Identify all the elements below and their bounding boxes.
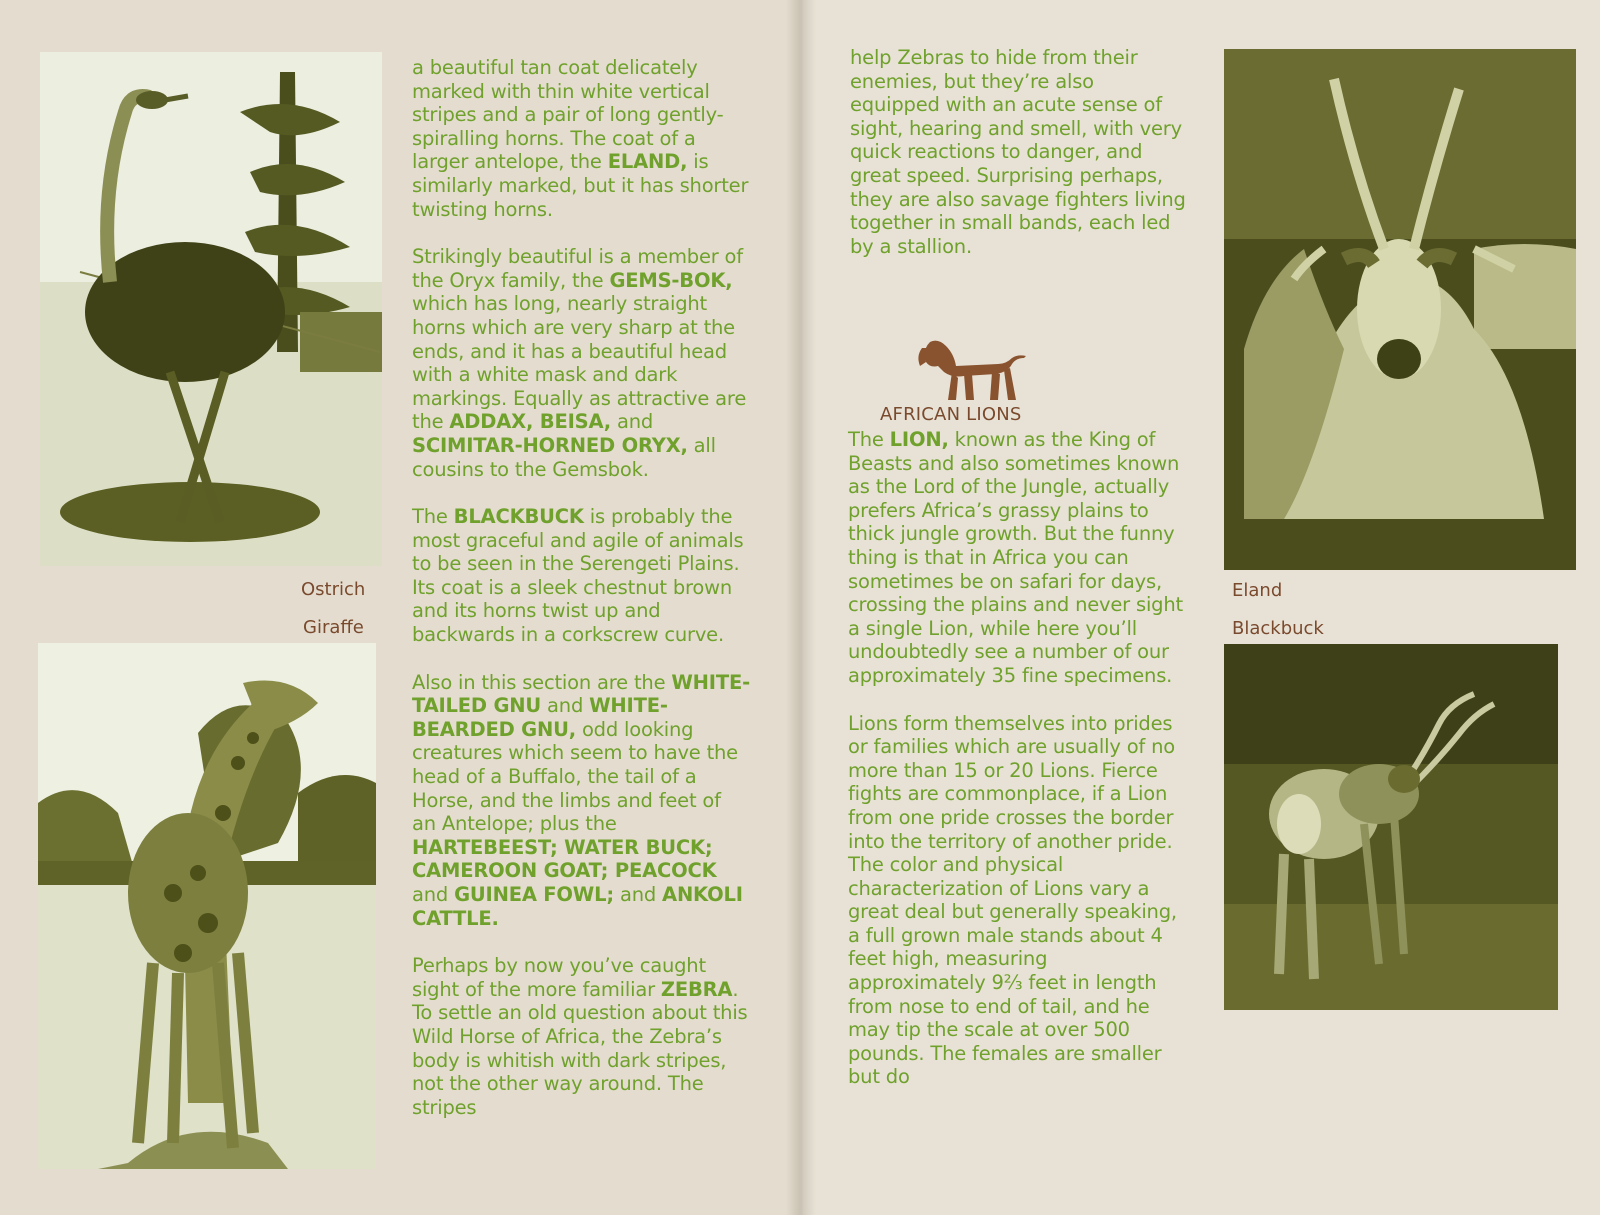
text-run: . To settle an old question about this Wild Horse of Africa, the Zebra’s body is whitish with dark stripes, not the other way around. The stripes [412, 977, 748, 1119]
gnu-paragraph [412, 671, 750, 931]
white-bearded-gnu-name: WHITE-BEARDED GNU, [412, 694, 668, 741]
text-run: and [610, 410, 654, 434]
ostrich-photo [40, 52, 382, 566]
text-run: The [412, 505, 454, 529]
text-run: Perhaps by now you’ve caught sight of the more familiar [412, 954, 706, 1001]
blackbuck-paragraph [412, 505, 750, 647]
lion-prides-paragraph: Lions form themselves into prides or families which are usually of no more than 15 or 20 Lions. Fierce fights are commonplace, if a Lion from one pride crosses the border into the territory of another pride. The color and physical characterization of Lions vary a great deal but generally speaking, a full grown male stands about 4 feet high, measuring approximately 9⅔ feet in length from nose to end of tail, and he may tip the scale at over 500 pounds. The females are smaller but do [848, 711, 1177, 1089]
text-run: odd looking creatures which seem to have the head of a Buffalo, the tail of a Horse, and the limbs and feet of an Antelope; plus the [412, 717, 738, 836]
giraffe-caption: Giraffe [303, 617, 364, 638]
addax-beisa-names: ADDAX, BEISA, [449, 410, 611, 434]
text-run: is probably the most graceful and agile of animals to be seen in the Serengeti Plains. Its coat is a sleek chestnut brown and its horns twist up and backwards in a corkscrew curve. [412, 505, 744, 647]
ankoli-cattle-name: ANKOLI CATTLE. [412, 883, 743, 930]
page-gutter [786, 0, 816, 1215]
ostrich-caption: Ostrich [301, 579, 366, 600]
blackbuck-caption: Blackbuck [1232, 618, 1324, 639]
gemsbok-paragraph [412, 245, 750, 481]
guinea-fowl-name: GUINEA FOWL; [454, 883, 614, 906]
zebra-continued-paragraph: help Zebras to hide from their enemies, but they’re also equipped with an acute sense of sight, hearing and smell, with very quick reactions to danger, and great speed. Surprising perhaps, they are also savage fighters living together in small bands, each led by a stallion. [850, 46, 1186, 258]
left-text-column [412, 56, 750, 1143]
right-text-column-top [850, 46, 1186, 282]
right-text-column-lions [848, 428, 1184, 1113]
text-run: all cousins to the Gemsbok. [412, 433, 716, 481]
blackbuck-name: BLACKBUCK [453, 505, 584, 529]
text-run: and [541, 694, 590, 718]
oryx-name: SCIMITAR-HORNED ORYX, [412, 433, 688, 457]
zebra-paragraph [412, 954, 750, 1119]
white-tailed-gnu-name: WHITE-TAILED GNU [412, 670, 750, 718]
giraffe-photo [38, 643, 376, 1169]
text-run: and [412, 883, 455, 906]
lion-name: LION, [889, 428, 949, 451]
text-run: and [613, 883, 663, 906]
african-lions-heading: AFRICAN LIONS [880, 404, 1022, 425]
text-run: Also in this section are the [412, 670, 672, 694]
gemsbok-name: GEMS-BOK, [609, 268, 733, 292]
eland-caption: Eland [1232, 580, 1283, 601]
text-run: Strikingly beautiful is a member of the Oryx family, the [412, 245, 743, 292]
text-run: is similarly marked, but it has shorter twisting horns. [412, 150, 749, 221]
hartebeest-names: HARTEBEEST; WATER BUCK; CAMEROON GOAT; PEACOCK [412, 835, 717, 883]
text-run: a beautiful tan coat delicately marked with thin white vertical stripes and a pair of long gently-spiralling horns. The coat of a larger antelope, the [412, 56, 724, 174]
text-run: known as the King of Beasts and also sometimes known as the Lord of the Jungle, actually prefers Africa’s grassy plains to thick jungle growth. But the funny thing is that in Africa you can sometimes be on safari for days, crossing the plains and never sight a single Lion, while here you’ll undoubtedly see a number of our approximately 35 fine specimens. [848, 428, 1183, 687]
eland-name: ELAND, [607, 150, 688, 174]
text-run: The [848, 428, 890, 451]
lion-icon [912, 328, 1030, 404]
lion-intro-paragraph [848, 428, 1184, 688]
eland-photo [1224, 49, 1576, 570]
text-run: which has long, nearly straight horns which are very sharp at the ends, and it has a beautiful head with a white mask and dark markings. Equally as attractive are the [412, 292, 747, 434]
eland-paragraph [412, 56, 750, 221]
zebra-name: ZEBRA [660, 977, 733, 1001]
blackbuck-photo [1224, 644, 1558, 1010]
